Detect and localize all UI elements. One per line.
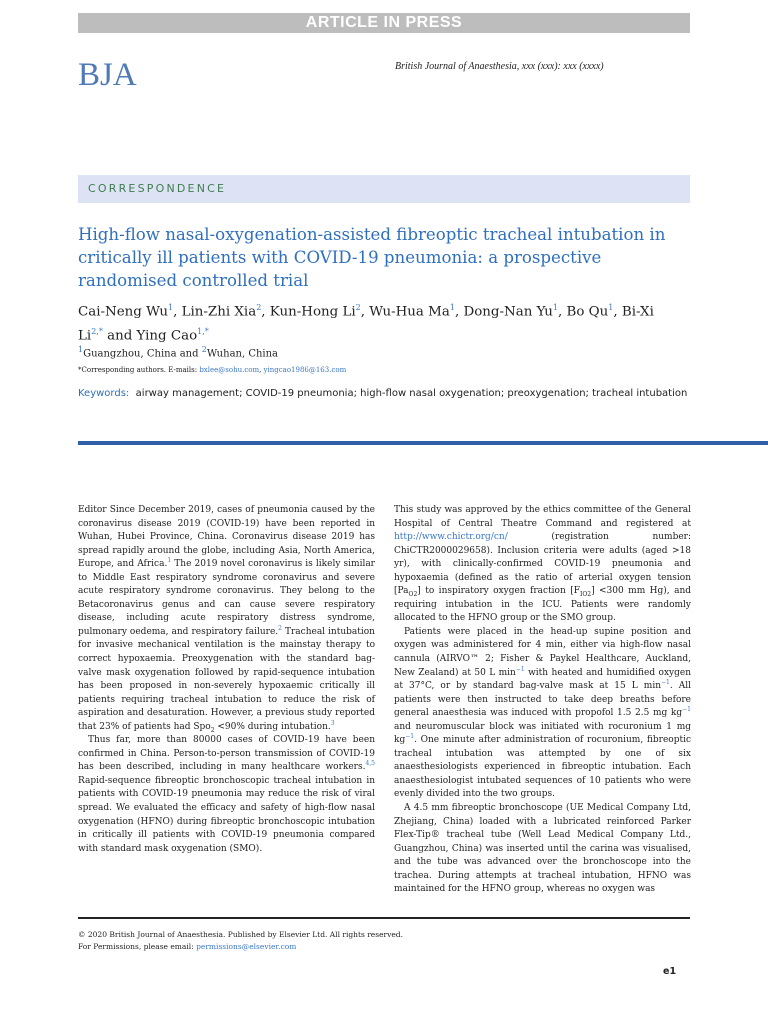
email-link[interactable]: bxlee@sohu.com [199,366,260,374]
reference-sup[interactable]: 2 [278,624,282,632]
text-run: Rapid-sequence fibreoptic bronchoscopic tracheal intubation in patients with COVID-19 pneumonia may reduce the risk of viral spread. We evaluated the efficacy and safety of high-flow nasal oxygenation (HFNO) during fibreoptic bronchoscopic intubation in critically ill patients with COVID-19 pneumonia compared with standard mask oxygenation (SMO). [78,775,375,854]
author-name: Ying Cao [136,328,198,344]
affiliation-sup: 1 [78,345,84,354]
author-name: Bo Qu [566,304,609,320]
permissions-text: For Permissions, please email: [78,942,197,951]
corresponding-label: *Corresponding authors. E-mails: [78,366,200,374]
reference-sup[interactable]: 4,5 [365,760,375,768]
footer-divider [78,917,690,919]
affiliation-text: Guangzhou, China and [83,348,202,360]
section-label: CORRESPONDENCE [88,182,227,195]
body-column-left [78,504,375,856]
copyright-notice: © 2020 British Journal of Anaesthesia. Published by Elsevier Ltd. All rights reserved. [78,930,403,939]
page-number: e1 [663,966,677,977]
affiliation-sup: 2 [201,345,207,354]
keywords [78,387,690,401]
permissions-email-link[interactable]: permissions@elsevier.com [196,942,297,951]
header-divider [78,441,768,445]
reference-sup[interactable]: −1 [682,706,691,714]
permissions-notice [78,942,296,951]
email-link[interactable]: yingcao1986@163.com [263,366,347,374]
paragraph [394,504,691,626]
reference-sup[interactable]: −1 [661,679,670,687]
registry-link[interactable]: http://www.chictr.org/cn/ [394,532,508,543]
body-column-right [394,504,691,897]
text-run: Thus far, more than 80000 cases of COVID-19 have been confirmed in China. Person-to-person transmission of COVID-19 has been described, including in many healthcare workers. [78,735,375,773]
text-run: <90% during intubation. [214,721,331,732]
text-run: . One minute after administration of rocuronium, fibreoptic tracheal intubation was attempted by one of six anaesthesiologists experienced in fibreoptic intubation. Each anaesthesiologist intubated sequences of 10 patients who were evenly divided into the two groups. [394,735,691,800]
text-run: This study was approved by the ethics committee of the General Hospital of Central Theatre Command and registered at [394,505,691,529]
author-affiliation-sup: 2 [355,303,361,312]
keywords-label: Keywords: [78,388,130,399]
author-affiliation-sup: 1 [449,303,455,312]
section-header [78,175,690,203]
article-title: High-flow nasal-oxygenation-assisted fibreoptic tracheal intubation in critically ill patients with COVID-19 pneumonia: a prospective randomised controlled trial [78,225,666,290]
author-name: Wu-Hua Ma [369,304,450,320]
subscript: O2 [408,591,418,599]
author-name: Bi-Xi Li [78,304,654,344]
text-run: Patients were placed in the head-up supine position and oxygen was administered for 4 min, either via high-flow nasal cannula (AIRVO™ 2; Fisher & Paykel Healthcare, Auckland, New Zealand) at 50 L min [394,626,691,678]
journal-logo: BJA [78,57,137,93]
author-affiliation-sup: 1 [167,303,174,312]
author-affiliation-sup: 2 [256,303,262,312]
author-name: Lin-Zhi Xia [181,304,257,320]
journal-citation: British Journal of Anaesthesia, xxx (xxx): xxx (xxxx) [395,61,604,72]
author-name: Cai-Neng Wu [78,304,168,320]
reference-sup[interactable]: −1 [515,665,525,673]
text-run: . All patients were then instructed to take deep breaths before general anaesthesia was induced with propofol 1.5 2.5 mg kg [394,681,691,719]
email-separator: , [259,366,264,374]
author-name: Dong-Nan Yu [463,304,553,320]
text-run: and neuromuscular block was initiated with rocuronium 1 mg kg [394,721,691,746]
text-run: A 4.5 mm fibreoptic bronchoscope (UE Medical Company Ltd, Zhejiang, China) loaded with a lubricated reinforced Parker Flex-Tip® tracheal tube (Well Lead Medical Company Ltd., Guangzhou, China) was inserted until the carina was visualised, and the tube was advanced over the bronchoscope into the trachea. During attempts at tracheal intubation, HFNO was maintained for the HFNO group, whereas no oxygen was [394,803,691,895]
text-run: ] to inspiratory oxygen fraction [F [417,586,580,597]
author-name: Kun-Hong Li [269,304,356,320]
affiliations [78,345,278,359]
paragraph [78,504,375,734]
text-run: Tracheal intubation for invasive mechanical ventilation is the mainstay therapy to correct hypoxaemia. Preoxygenation with the standard bag-valve mask oxygenation followed by rapid-sequence intubation has been proposed in non-severely hypoxaemic critically ill patients requiring tracheal intubation to reduce the risk of aspiration and desaturation. However, a previous study reported that 23% of patients had Spo [78,626,375,732]
text-run: (registration number: ChiCTR2000029658). Inclusion criteria were adults (aged >18 yr), with clinically-confirmed COVID-19 pneumonia and hypoxaemia (defined as the ratio of arterial oxygen tension [Pa [394,532,691,597]
text-run: The 2019 novel coronavirus is likely similar to Middle East respiratory syndrome coronavirus and severe acute respiratory syndrome coronavirus. They belong to the Betacoronavirus genus and can cause severe respiratory disease, including acute respiratory distress syndrome, pulmonary oedema, and respiratory failure. [78,559,375,637]
affiliation-text: Wuhan, China [206,348,279,360]
author-affiliation-sup: 1 [608,303,614,312]
corresponding-authors [78,366,346,374]
text-run: with heated and humidified oxygen at 37°C, or by standard bag-valve mask at 15 L min [394,667,691,692]
keywords-text: airway management; COVID-19 pneumonia; high-flow nasal oxygenation; preoxygenation; tracheal intubation [135,388,688,399]
subscript: 2 [210,726,215,734]
reference-sup[interactable]: −1 [405,733,415,741]
paragraph [394,626,691,802]
text-run: ] <300 mm Hg), and requiring intubation in the ICU. Patients were randomly allocated to the HFNO group or the SMO group. [394,586,691,624]
subscript: IO2 [579,591,592,599]
text-run: Editor Since December 2019, cases of pneumonia caused by the coronavirus disease 2019 (COVID-19) have been reported in Wuhan, Hubei Province, China. Coronavirus disease 2019 has spread rapidly around the globe, including Asia, North America, Europe, and Africa. [78,505,375,570]
paragraph [78,734,375,856]
author-affiliation-sup: 2,* [91,327,103,337]
author-list: Cai-Neng Wu$^1$, Lin-Zhi Xia$^2$, Kun-Hong Li$^2$, Wu-Hua Ma$^1$, Dong-Nan Yu$^1$, Bo Qu$^1$, Bi-Xi $Li^{2,*}$ and Ying Cao$^{1,*}$ [78,303,654,344]
reference-sup[interactable]: 1 [167,557,172,565]
article-in-press-banner: ARTICLE IN PRESS [78,13,690,33]
reference-sup[interactable]: 3 [330,719,335,727]
author-affiliation-sup: 1,* [197,327,209,337]
paragraph [394,802,691,897]
author-affiliation-sup: 1 [552,303,558,312]
